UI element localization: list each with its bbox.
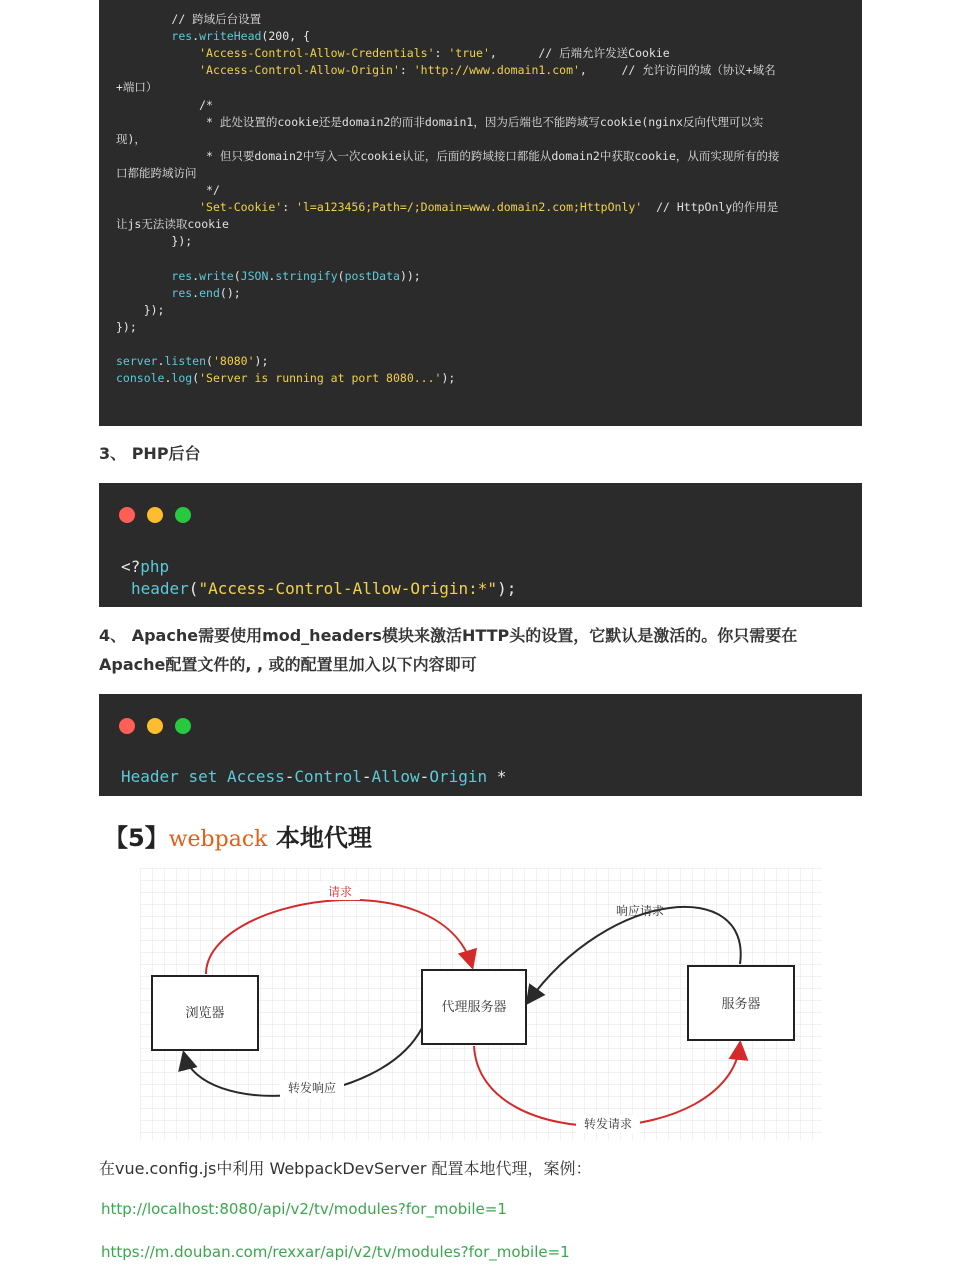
code-line: 让js无法读取cookie	[116, 217, 229, 232]
box-proxy-server	[422, 970, 526, 1044]
heading-php: 3、 PHP后台	[99, 444, 201, 463]
minimize-dot-icon	[147, 718, 163, 734]
window-controls	[119, 718, 203, 734]
code-line: });	[116, 319, 137, 334]
maximize-dot-icon	[175, 507, 191, 523]
svg-text:服务器: 服务器	[721, 997, 761, 1012]
code-line: * 此处设置的cookie还是domain2的而非domain1，因为后端也不能跨域写cookie(nginx反向代理可以实	[206, 114, 764, 129]
code-line: 现)，	[116, 131, 146, 146]
label-response-request: 响应请求	[615, 904, 665, 918]
close-dot-icon	[119, 718, 135, 734]
apache-header-line: Header set Access-Control-Allow-Origin *	[121, 767, 507, 786]
maximize-dot-icon	[175, 718, 191, 734]
code-line: server.listen('8080');	[116, 354, 269, 368]
code-line: 'Access-Control-Allow-Credentials': 'true', // 后端允许发送Cookie	[199, 46, 670, 61]
code-block-apache	[99, 694, 862, 796]
svg-text:代理服务器: 代理服务器	[441, 1000, 507, 1015]
code-line: * 但只要domain2中写入一次cookie认证，后面的跨域接口都能从domain2中获取cookie，从而实现所有的接	[206, 148, 780, 163]
label-request: 请求	[327, 885, 353, 899]
heading-apache-line2: Apache配置文件的, , 或的配置里加入以下内容即可	[99, 655, 477, 674]
close-dot-icon	[119, 507, 135, 523]
minimize-dot-icon	[147, 507, 163, 523]
code-block-node	[99, 0, 862, 426]
code-line: // 跨域后台设置	[171, 12, 262, 26]
heading-apache-line1: 4、 Apache需要使用mod_headers模块来激活HTTP头的设置，它默认是激活的。你只需要在	[99, 626, 798, 645]
code-line: });	[143, 302, 165, 317]
proxy-diagram	[140, 868, 822, 1140]
window-controls	[119, 507, 203, 523]
vue-config-paragraph: 在vue.config.js中利用 WebpackDevServer 配置本地代理，案例：	[99, 1159, 592, 1178]
code-line: 'Access-Control-Allow-Origin': 'http://www.domain1.com', // 允许访问的域（协议+域名	[199, 63, 776, 78]
code-line: res.write(JSON.stringify(postData));	[171, 268, 421, 283]
code-line: */	[206, 183, 220, 197]
code-line: res.end();	[171, 285, 241, 300]
box-server	[688, 966, 794, 1040]
link-douban[interactable]: https://m.douban.com/rexxar/api/v2/tv/modules?for_mobile=1	[101, 1243, 570, 1261]
section-title-webpack: 【5】webpack 本地代理	[104, 824, 372, 852]
code-line: });	[171, 234, 193, 249]
code-block-php	[99, 483, 862, 607]
label-forward-request: 转发请求	[583, 1117, 633, 1131]
code-line: +端口）	[116, 80, 158, 95]
php-open-tag: <?php	[121, 557, 170, 576]
code-line: console.log('Server is running at port 8080...');	[116, 371, 456, 386]
label-forward-response: 转发响应	[287, 1081, 337, 1095]
php-header-call: header("Access-Control-Allow-Origin:*");	[131, 579, 517, 598]
code-line: res.writeHead(200, {	[171, 29, 310, 44]
code-line: 口都能跨域访问	[116, 165, 197, 180]
code-line: /*	[199, 97, 213, 112]
link-localhost[interactable]: http://localhost:8080/api/v2/tv/modules?for_mobile=1	[101, 1200, 507, 1218]
box-browser	[152, 976, 258, 1050]
code-line: 'Set-Cookie': 'l=a123456;Path=/;Domain=www.domain2.com;HttpOnly' // HttpOnly的作用是	[199, 200, 779, 215]
svg-text:浏览器: 浏览器	[185, 1006, 225, 1021]
